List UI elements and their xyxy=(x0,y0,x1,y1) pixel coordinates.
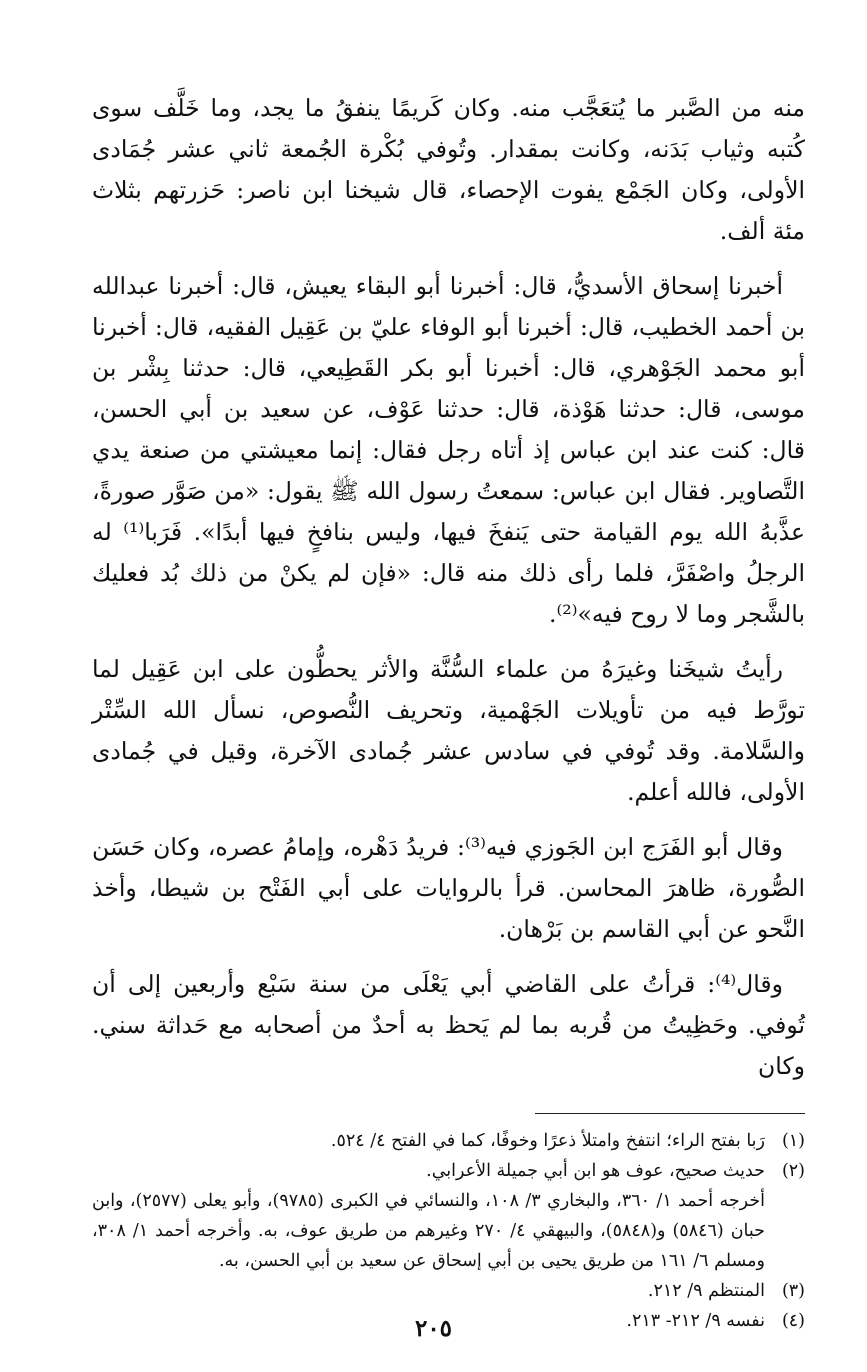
paragraph: وقال أبو الفَرَج ابن الجَوزي فيه⁽³⁾: فريدُ دَهْره، وإمامُ عصره، وكان حَسَن الصُّورة، ظاهرَ المحاسن. قرأ بالروايات على أبي الفَتْح بن شيطا، وأخذ النَّحو عن أبي القاسم بن بَرْهان. xyxy=(92,833,805,943)
paragraph: منه من الصَّبر ما يُتعَجَّب منه. وكان كَريمًا ينفقُ ما يجد، وما خَلَّف سوى كُتبه وثياب بَدَنه، وكانت بمقدار. وتُوفي بُكْرة الجُمعة ثاني عشر جُمَادى الأولى، وكان الجَمْع يفوت الإحصاء، قال شيخنا ابن ناصر: حَزرتهم بثلاث مئة ألف. xyxy=(92,94,805,245)
footnote-number: (٤) xyxy=(781,1311,805,1331)
footnote-number: (٣) xyxy=(781,1281,805,1301)
footnote-number: (١) xyxy=(781,1131,805,1151)
footnote xyxy=(92,1276,805,1306)
footnote-text: حديث صحيح، عوف هو ابن أبي جميلة الأعرابي. xyxy=(426,1161,765,1181)
footnote-number: (٢) xyxy=(781,1161,805,1181)
footnotes xyxy=(92,1126,805,1336)
footnote-text: المنتظم ٩/ ٢١٢. xyxy=(647,1281,765,1301)
paragraph: وقال⁽⁴⁾: قرأتُ على القاضي أبي يَعْلَى من سنة سَبْع وأربعين إلى أن تُوفي. وحَظِيتُ من قُربه بما لم يَحظ به أحدٌ من أصحابه مع حَداثة سني. وكان xyxy=(92,970,805,1080)
paragraph: رأيتُ شيخَنا وغيرَهُ من علماء السُّنَّة والأثر يحطُّون على ابن عَقِيل لما تورَّط فيه من تأويلات الجَهْمية، وتحريف النُّصوص، نسأل الله السِّتْر والسَّلامة. وقد تُوفي في سادس عشر جُمادى الآخرة، وقيل في جُمادى الأولى، فالله أعلم. xyxy=(92,655,805,806)
page-number: ٢٠٥ xyxy=(414,1315,453,1342)
footnote xyxy=(92,1156,805,1186)
footnote-divider xyxy=(535,1113,805,1114)
main-text xyxy=(92,88,805,1087)
footnote xyxy=(92,1126,805,1156)
paragraph: أخبرنا إسحاق الأسديُّ، قال: أخبرنا أبو البقاء يعيش، قال: أخبرنا عبدالله بن أحمد الخطيب، قال: أخبرنا أبو الوفاء عليّ بن عَقِيل الفقيه، قال: أخبرنا أبو محمد الجَوْهري، قال: أخبرنا أبو بكر القَطِيعي، قال: حدثنا بِشْر بن موسى، قال: حدثنا هَوْذة، قال: حدثنا عَوْف، عن سعيد بن أبي الحسن، قال: كنت عند ابن عباس إذ أتاه رجل فقال: إنما معيشتي من صنعة يدي التَّصاوير. فقال ابن عباس: سمعتُ رسول الله ﷺ يقول: «من صَوَّر صورةً، عذَّبهُ الله يوم القيامة حتى يَنفخَ فيها، وليس بنافخٍ فيها أبدًا». فَرَبا⁽¹⁾ له الرجلُ واصْفَرَّ، فلما رأى ذلك منه قال: «فإن لم يكنْ من ذلك بُد فعليك بالشَّجر وما لا روح فيه»⁽²⁾. xyxy=(92,272,805,628)
footnote-continuation: أخرجه أحمد ١/ ٣٦٠، والبخاري ٣/ ١٠٨، والنسائي في الكبرى (٩٧٨٥)، وأبو يعلى (٢٥٧٧)، وابن حبان (٥٨٤٦) و(٥٨٤٨)، والبيهقي ٤/ ٢٧٠ وغيرهم من طريق عوف، به. وأخرجه أحمد ١/ ٣٠٨، ومسلم ٦/ ١٦١ من طريق يحيى بن أبي إسحاق عن سعيد بن أبي الحسن، به. xyxy=(92,1191,766,1271)
footnote-text: رَبا بفتح الراء؛ انتفخ وامتلأ ذعرًا وخوفًا، كما في الفتح ٤/ ٥٢٤. xyxy=(330,1131,765,1151)
footnote-text: نفسه ٩/ ٢١٢- ٢١٣. xyxy=(626,1311,765,1331)
